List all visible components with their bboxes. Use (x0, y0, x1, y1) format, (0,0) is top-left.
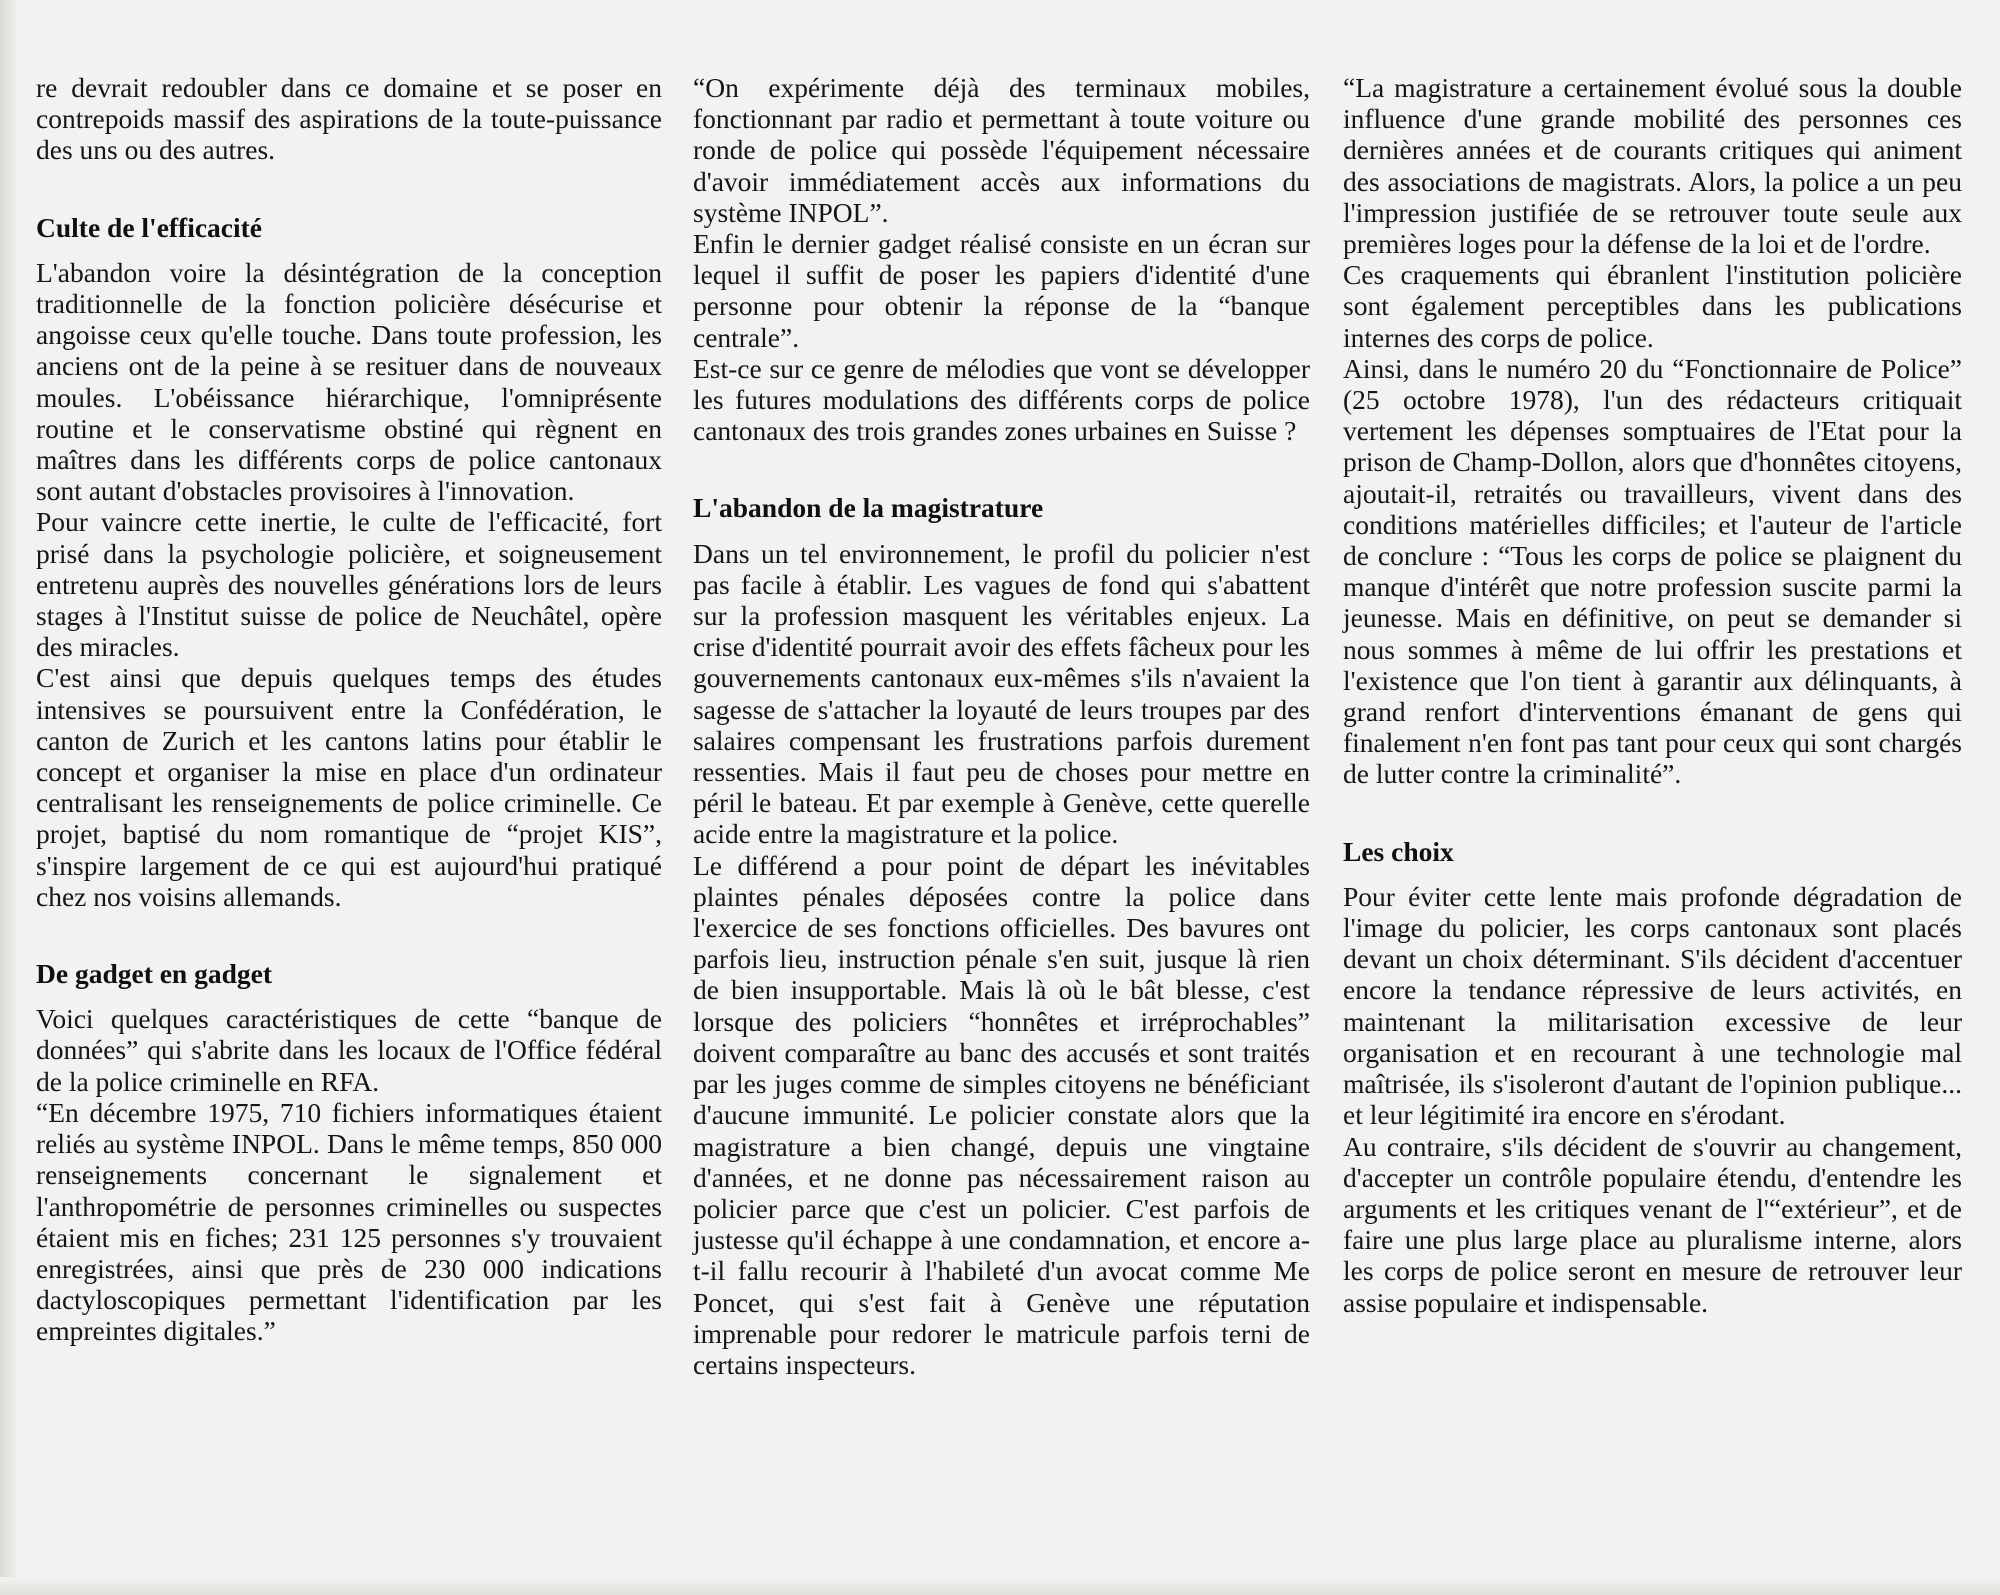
paragraph: “On expérimente déjà des terminaux mobiles, fonctionnant par radio et permettant à toute voiture ou ronde de police qui possède l'équipement nécessaire d'avoir immédiatement accès aux informations du système INPOL”. (693, 72, 1310, 228)
paragraph: Est-ce sur ce genre de mélodies que vont se développer les futures modulations des différents corps de police cantonaux des trois grandes zones urbaines en Suisse ? (693, 352, 1310, 447)
paragraph: Au contraire, s'ils décident de s'ouvrir au changement, d'accepter un contrôle populaire étendu, d'entendre les arguments et les critiques venant de l'“extérieur”, et de faire une plus large place au pluralisme interne, alors les corps de police seront en mesure de retrouver leur assise populaire et indispensable. (1343, 1130, 1962, 1318)
paragraph: Le différend a pour point de départ les inévitables plaintes pénales déposées contre la police dans l'exercice de ses fonctions officielles. Des bavures ont parfois lieu, instruction pénale s'en suit, jusque là rien de bien insupportable. Mais là où le bât blesse, c'est lorsque des policiers “honnêtes et irréprochables” doivent comparaître au banc des accusés et sont traités par les juges comme de simples citoyens ne bénéficiant d'aucune immunité. Le policier constate alors que la magistrature a bien changé, depuis une vingtaine d'années, et ne donne pas nécessairement raison au policier parce que c'est un policier. C'est parfois de justesse qu'il échappe à une condamnation, et encore a-t-il fallu recourir à l'habileté d'un avocat comme Me Poncet, qui s'est fait à Genève une réputation imprenable pour redorer le matricule parfois terni de certains inspecteurs. (693, 849, 1310, 1380)
paragraph: Dans un tel environnement, le profil du policier n'est pas facile à établir. Les vagues de fond qui s'abattent sur la profession masquent les véritables enjeux. La crise d'identité pourrait avoir des effets fâcheux pour les gouvernements cantonaux eux-mêmes s'ils n'avaient la sagesse de s'attacher la loyauté de leurs troupes par des salaires compensant les frustrations parfois durement ressenties. Mais il faut peu de choses pour mettre en péril le bateau. Et par exemple à Genève, cette querelle acide entre la magistrature et la police. (693, 537, 1310, 850)
paragraph: Ces craquements qui ébranlent l'institution policière sont également perceptibles dans les publications internes des corps de police. (1343, 259, 1962, 353)
section-heading: De gadget en gadget (36, 958, 273, 990)
page-left-edge (0, 0, 18, 1595)
paragraph: re devrait redoubler dans ce domaine et se poser en contrepoids massif des aspirations de la toute-puissance des uns ou des autres. (36, 72, 662, 166)
column-3 (1343, 72, 1962, 1318)
paragraph: Ainsi, dans le numéro 20 du “Fonctionnaire de Police” (25 octobre 1978), l'un des rédacteurs critiquait vertement les dépenses somptuaires de l'Etat pour la prison de Champ-Dollon, alors que d'honnêtes citoyens, ajoutait-il, retraités ou travailleurs, vivent dans des conditions matérielles difficiles; et l'auteur de l'article de conclure : “Tous les corps de police se plaignent du manque d'intérêt que notre profession suscite parmi la jeunesse. Mais en définitive, on peut se demander si nous sommes à même de lui offrir les prestations et l'existence que l'on tient à garantir aux délinquants, à grand renfort d'interventions émanant de gens qui finalement n'en font pas tant pour ceux qui sont chargés de lutter contre la criminalité”. (1343, 352, 1962, 790)
paragraph: Pour éviter cette lente mais profonde dégradation de l'image du policier, les corps cantonaux sont placés devant un choix déterminant. S'ils décident d'accentuer encore la tendance répressive de leurs activités, en maintenant la militarisation excessive de leur organisation et en recourant à une technologie mal maîtrisée, ils s'isoleront d'autant de l'opinion publique... et leur légitimité ira encore en s'érodant. (1343, 880, 1962, 1131)
column-2 (693, 72, 1310, 1380)
column-1 (36, 72, 662, 1347)
paragraph: “La magistrature a certainement évolué sous la double influence d'une grande mobilité des personnes ces dernières années et de courants critiques qui animent des associations de magistrats. Alors, la police a un peu l'impression justifiée de se retrouver toute seule aux premières loges pour la défense de la loi et de l'ordre. (1343, 72, 1962, 260)
paragraph: C'est ainsi que depuis quelques temps des études intensives se poursuivent entre la Confédération, le canton de Zurich et les cantons latins pour établir le concept et organiser la mise en place d'un ordinateur centralisant les renseignements de police criminelle. Ce projet, baptisé du nom romantique de “projet KIS”, s'inspire largement de ce qui est aujourd'hui pratiqué chez nos voisins allemands. (36, 662, 662, 912)
paragraph: Pour vaincre cette inertie, le culte de l'efficacité, fort prisé dans la psychologie policière, et soigneusement entretenu auprès des nouvelles générations lors de leurs stages à l'Institut suisse de police de Neuchâtel, opère des miracles. (36, 506, 662, 663)
section-heading: Culte de l'efficacité (36, 211, 263, 243)
section-heading: Les choix (1343, 835, 1454, 867)
paragraph: Enfin le dernier gadget réalisé consiste en un écran sur lequel il suffit de poser les papiers d'identité d'une personne pour obtenir la réponse de la “banque centrale”. (693, 228, 1310, 353)
paragraph: Voici quelques caractéristiques de cette “banque de données” qui s'abrite dans les locaux de l'Office fédéral de la police criminelle en RFA. (36, 1003, 662, 1097)
paragraph: L'abandon voire la désintégration de la conception traditionnelle de la fonction policière désécurise et angoisse ceux qu'elle touche. Dans toute profession, les anciens ont de la peine à se resituer dans de nouveaux moules. L'obéissance hiérarchique, l'omniprésente routine et le conservatisme obstiné qui règnent en maîtres dans les différents corps de police cantonaux sont autant d'obstacles provisoires à l'innovation. (36, 256, 662, 507)
page-bottom-edge (0, 1577, 2000, 1595)
paragraph: “En décembre 1975, 710 fichiers informatiques étaient reliés au système INPOL. Dans le même temps, 850 000 renseignements concernant le signalement et l'anthropométrie de personnes criminelles ou suspectes étaient mis en fiches; 231 125 personnes s'y trouvaient enregistrées, ainsi que près de 230 000 indications dactyloscopiques permettant l'identification par les empreintes digitales.” (36, 1096, 662, 1347)
section-heading: L'abandon de la magistrature (693, 492, 1044, 524)
